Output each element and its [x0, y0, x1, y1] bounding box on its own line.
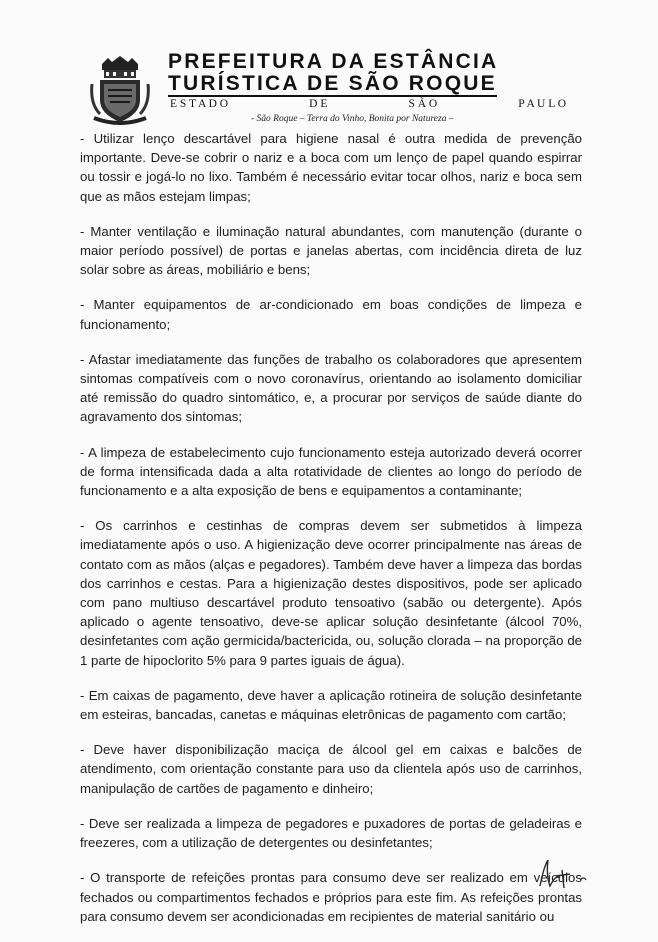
paragraph: - Em caixas de pagamento, deve haver a aplicação rotineira de solução desinfetante em esteiras, bancadas, canetas e máquinas eletrônicas de pagamento com cartão; [80, 687, 582, 723]
title-line-1: PREFEITURA DA ESTÂNCIA [168, 50, 499, 73]
paragraph: - Afastar imediatamente das funções de trabalho os colaboradores que apresentem sintomas compatíveis com o novo coronavírus, orientando ao isolamento domiciliar até remissão do quadro sintomático, e, a procurar por serviços de saúde diante do agravamento dos sintomas; [80, 351, 582, 425]
paragraph: - A limpeza de estabelecimento cujo funcionamento esteja autorizado deverá ocorrer de forma intensificada dada a alta rotatividade de clientes ao longo do período de funcionamento e a alta exposição de bens e equipamentos a contaminante; [80, 444, 582, 499]
handwritten-initials [534, 856, 594, 890]
paragraph: - O transporte de refeições prontas para consumo deve ser realizado em veículos fechados ou compartimentos fechados e próprios para este fim. As refeições prontas para consumo devem ser acondicionadas em recipientes de material sanitário ou [80, 870, 582, 924]
document-body [80, 129, 582, 942]
state-word: S Ã O [408, 98, 438, 110]
paragraph: - Deve ser realizada a limpeza de pegadores e puxadores de portas de geladeiras e freezeres, com a utilização de detergentes ou desinfetantes; [80, 815, 582, 851]
state-word: P A U L O [518, 98, 566, 110]
paragraph: - Os carrinhos e cestinhas de compras devem ser submetidos à limpeza imediatamente após o uso. A higienização deve ocorrer principalmente nas áreas de contato com as mãos (alças e pegadores). Também deve haver a limpeza das bordas dos carrinhos e cestas. Para a higienização destes dispositivos, pode ser aplicado com pano multiuso descartável produto tensoativo (sabão ou detergente). Após aplicado o agente tensoativo, deve-se aplicar solução desinfetante (álcool 70%, desinfetantes com ação germicida/bactericida, ou, solução clorada – na proporção de 1 parte de hipoclorito 5% para 9 partes iguais de água). [80, 518, 582, 668]
state-word: D E [309, 98, 328, 110]
title-line-2: TURÍSTICA DE SÃO ROQUE [168, 72, 497, 95]
paragraph: - Deve haver disponibilização maciça de álcool gel em caixas e balcões de atendimento, com orientação constante para uso da clientela após uso de carrinhos, manipulação de cartões de pagamento e dinheiro; [80, 742, 582, 796]
state-line [170, 98, 566, 110]
paragraph: - Manter equipamentos de ar-condicionado em boas condições de limpeza e funcionamento; [80, 297, 582, 332]
municipal-crest-icon [88, 54, 152, 126]
letterhead [88, 48, 588, 128]
paragraph: - Utilizar lenço descartável para higiene nasal é outra medida de prevenção importante. Deve-se cobrir o nariz e a boca com um lenço de papel quando espirrar ou tossir e jogá-lo no lixo. Também é necessário evitar tocar olhos, nariz e boca sem que as mãos estejam limpas; [80, 131, 582, 204]
paragraph: - Manter ventilação e iluminação natural abundantes, com manutenção (durante o maior período possível) de portas e janelas abertas, com incidência direta de luz solar sobre as áreas, mobiliário e bens; [80, 223, 582, 278]
state-word: E S T A D O [170, 98, 229, 110]
motto: - São Roque – Terra do Vinho, Bonita por Natureza – [251, 114, 454, 124]
